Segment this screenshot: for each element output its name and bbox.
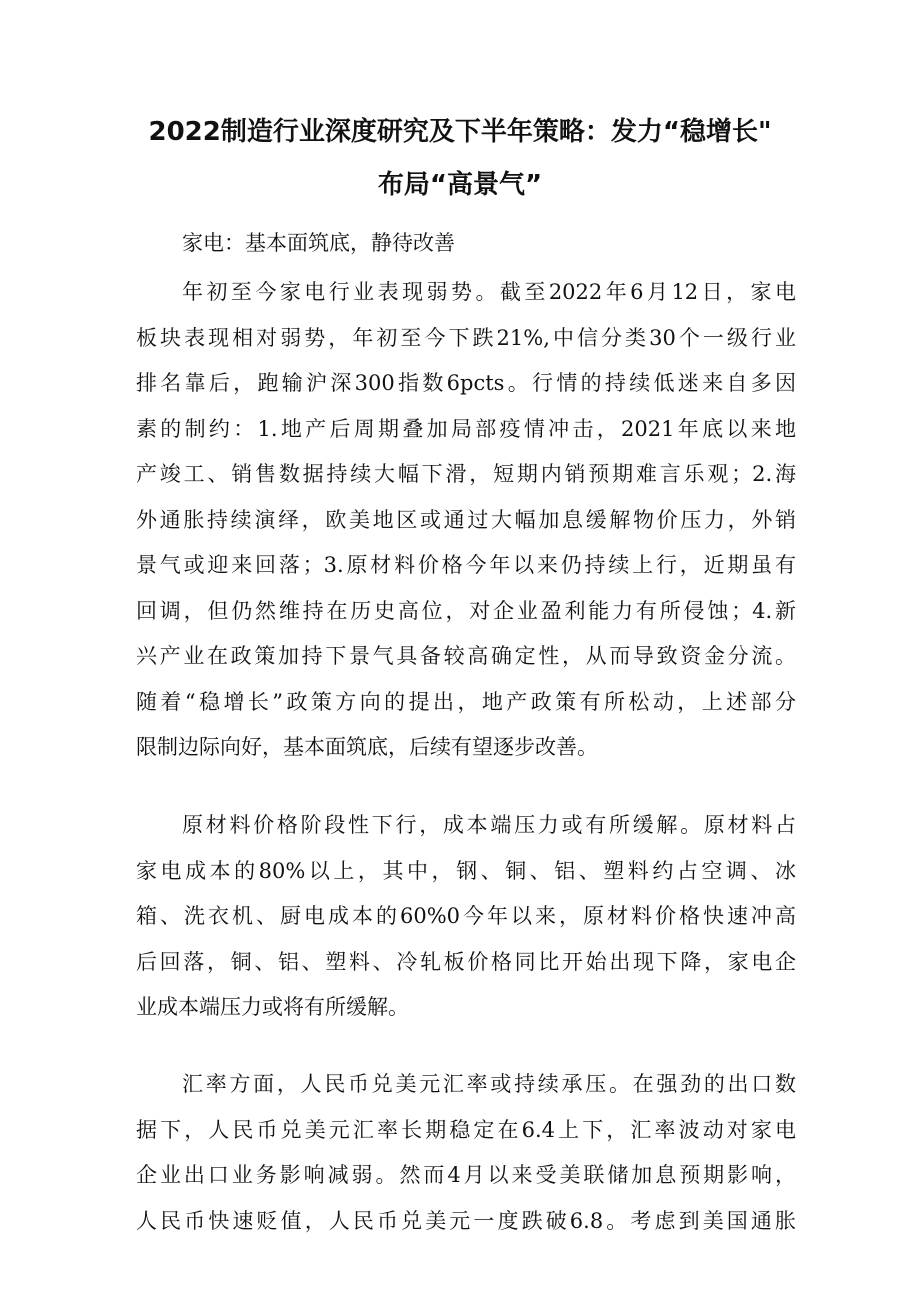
paragraph-line: 限制边际向好，基本面筑底，后续有望逐步改善。	[136, 735, 598, 759]
document-title-line-1: 2022制造行业深度研究及下半年策略：发力“稳增长"	[148, 117, 772, 147]
paragraph-line: 企业出口业务影响减弱。然而4月以来受美联储加息预期影响，	[136, 1163, 796, 1187]
paragraph-1	[136, 270, 796, 771]
paragraph-line: 人民币快速贬值，人民币兑美元一度跌破6.8。考虑到美国通胀	[136, 1208, 796, 1233]
paragraph-line: 原材料价格阶段性下行，成本端压力或有所缓解。原材料占	[182, 813, 796, 837]
paragraph-line: 箱、洗衣机、厨电成本的60%0今年以来，原材料价格快速冲高	[136, 904, 796, 928]
section-heading: 家电：基本面筑底，静待改善	[182, 231, 455, 255]
paragraph-line: 景气或迎来回落；3.原材料价格今年以来仍持续上行，近期虽有	[136, 553, 796, 577]
paragraph-line: 产竣工、销售数据持续大幅下滑，短期内销预期难言乐观；2.海	[136, 462, 796, 486]
paragraph-line: 兴产业在政策加持下景气具备较高确定性，从而导致资金分流。	[136, 644, 796, 668]
paragraph-line: 据下，人民币兑美元汇率长期稳定在6.4上下，汇率波动对家电	[136, 1117, 796, 1142]
paragraph-2	[136, 803, 796, 1031]
paragraph-line: 年初至今家电行业表现弱势。截至2022年6月12日，家电	[182, 280, 796, 304]
paragraph-line: 汇率方面，人民币兑美元汇率或持续承压。在强劲的出口数	[182, 1072, 796, 1096]
paragraph-line: 家电成本的80%以上，其中，钢、铜、铝、塑料约占空调、冰	[136, 858, 796, 883]
paragraph-3	[136, 1062, 796, 1244]
paragraph-line: 素的制约：1.地产后周期叠加局部疫情冲击，2021年底以来地	[136, 416, 796, 441]
paragraph-line: 排名靠后，跑输沪深300指数6pcts。行情的持续低迷来自多因	[136, 371, 796, 395]
paragraph-line: 随着“稳增长”政策方向的提出，地产政策有所松动，上述部分	[136, 689, 796, 714]
document-title-line-2: 布局“高景气”	[377, 170, 543, 200]
paragraph-line: 后回落，铜、铝、塑料、冷轧板价格同比开始出现下降，家电企	[136, 949, 796, 974]
paragraph-line: 外通胀持续演绎，欧美地区或通过大幅加息缓解物价压力，外销	[136, 507, 796, 532]
paragraph-line: 回调，但仍然维持在历史高位，对企业盈利能力有所侵蚀；4.新	[136, 598, 796, 623]
paragraph-line: 板块表现相对弱势，年初至今下跌21%,中信分类30个一级行业	[136, 325, 796, 350]
paragraph-line: 业成本端压力或将有所缓解。	[136, 995, 409, 1019]
